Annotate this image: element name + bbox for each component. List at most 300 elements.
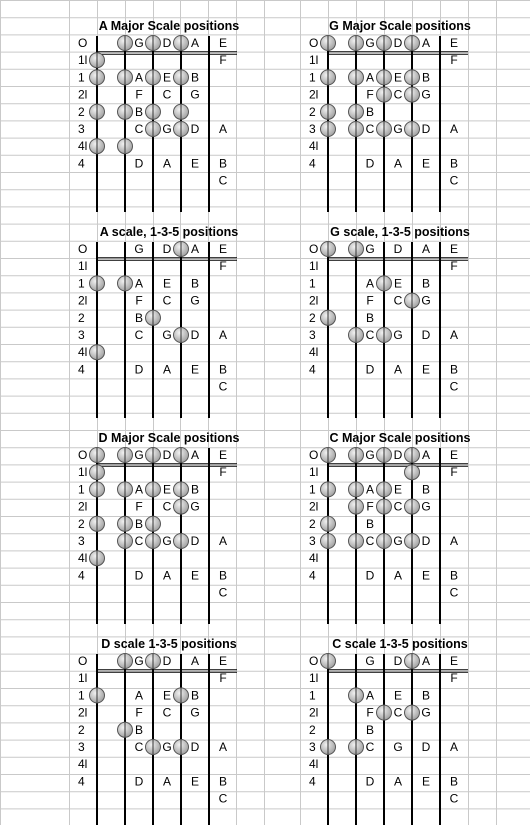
finger-dot-icon <box>321 104 336 119</box>
note-label: B <box>190 276 200 291</box>
note-label: E <box>421 156 431 171</box>
note-label: C <box>365 122 375 136</box>
finger-dot-icon <box>146 516 161 531</box>
note-label: C <box>162 705 172 720</box>
finger-dot-icon <box>377 534 392 549</box>
fret-label: 4 <box>78 568 85 583</box>
fret-label: 2l <box>78 87 88 102</box>
finger-dot-icon <box>349 482 364 497</box>
note-label: C <box>218 585 228 600</box>
finger-dot-icon <box>90 448 105 463</box>
finger-dot-icon <box>321 482 336 497</box>
note-label: D <box>190 328 200 342</box>
finger-dot-icon <box>349 534 364 549</box>
fret-label: 2l <box>78 499 88 514</box>
fret-label: 1l <box>309 259 319 274</box>
fret-label: 3 <box>309 122 316 136</box>
fret-label: 4l <box>78 551 88 566</box>
fretboard-diagram <box>309 225 470 418</box>
note-label: B <box>365 104 375 119</box>
finger-dot-icon <box>377 276 392 291</box>
note-label: C <box>218 379 228 394</box>
note-label: E <box>218 36 228 50</box>
fretboard-diagram <box>78 637 237 825</box>
note-label: A <box>162 774 172 789</box>
note-label: D <box>162 448 172 462</box>
diagram-title: C Major Scale positions <box>329 431 471 445</box>
note-label: B <box>190 70 200 85</box>
fret-label: 2 <box>78 516 85 531</box>
note-label: E <box>449 36 459 50</box>
note-label: C <box>393 705 403 720</box>
finger-dot-icon <box>405 705 420 720</box>
fret-label: 4 <box>78 156 85 171</box>
note-label: F <box>366 293 374 308</box>
note-label: E <box>162 70 172 85</box>
note-label: C <box>449 585 459 600</box>
note-label: G <box>162 328 172 342</box>
fret-label: 3 <box>309 534 316 548</box>
finger-dot-icon <box>146 70 161 85</box>
fretboard-diagram <box>309 431 471 624</box>
note-label: G <box>421 499 431 514</box>
fret-label: 1 <box>309 276 316 291</box>
note-label: F <box>450 671 458 686</box>
fret-label: O <box>78 242 88 256</box>
fret-label: 4 <box>309 774 316 789</box>
note-label: G <box>162 122 172 136</box>
fretboard-diagram <box>78 431 240 624</box>
note-label: A <box>365 70 375 85</box>
fret-label: 4l <box>309 139 319 154</box>
note-label: B <box>365 310 375 325</box>
note-label: D <box>393 448 403 462</box>
fret-label: 1l <box>309 53 319 68</box>
finger-dot-icon <box>118 104 133 119</box>
finger-dot-icon <box>174 242 189 257</box>
fretboard-diagram <box>78 19 239 212</box>
note-label: D <box>421 740 431 754</box>
note-label: B <box>218 568 228 583</box>
finger-dot-icon <box>90 551 105 566</box>
fretboard-diagram <box>78 225 238 418</box>
finger-dot-icon <box>377 70 392 85</box>
note-label: B <box>134 516 144 531</box>
fret-label: 3 <box>78 122 85 136</box>
note-label: E <box>421 568 431 583</box>
note-label: F <box>450 53 458 68</box>
finger-dot-icon <box>118 516 133 531</box>
finger-dot-icon <box>146 122 161 137</box>
note-label: C <box>162 499 172 514</box>
fret-label: 1 <box>78 276 85 291</box>
note-label: D <box>421 534 431 548</box>
note-label: A <box>365 688 375 703</box>
finger-dot-icon <box>405 654 420 669</box>
note-label: A <box>162 568 172 583</box>
note-label: G <box>134 36 144 50</box>
note-label: E <box>449 242 459 256</box>
diagram-title: G scale, 1-3-5 positions <box>330 225 470 239</box>
fret-label: 4 <box>78 774 85 789</box>
note-label: B <box>365 516 375 531</box>
finger-dot-icon <box>349 448 364 463</box>
note-label: A <box>393 156 403 171</box>
fret-label: 3 <box>309 740 316 754</box>
fret-label: O <box>309 242 319 256</box>
fret-label: 4l <box>78 345 88 360</box>
note-label: A <box>421 448 431 462</box>
finger-dot-icon <box>405 122 420 137</box>
finger-dot-icon <box>118 722 133 737</box>
note-label: A <box>134 70 144 85</box>
finger-dot-icon <box>174 36 189 51</box>
finger-dot-icon <box>174 70 189 85</box>
fret-label: 2l <box>78 293 88 308</box>
note-label: D <box>365 568 375 583</box>
note-label: B <box>218 774 228 789</box>
finger-dot-icon <box>146 482 161 497</box>
note-label: G <box>162 740 172 754</box>
note-label: B <box>190 482 200 497</box>
fret-label: 1l <box>78 671 88 686</box>
note-label: D <box>365 774 375 789</box>
note-label: G <box>365 36 375 50</box>
finger-dot-icon <box>321 122 336 137</box>
finger-dot-icon <box>349 328 364 343</box>
fret-label: 4l <box>309 551 319 566</box>
note-label: E <box>190 362 200 377</box>
fret-label: 1l <box>78 53 88 68</box>
finger-dot-icon <box>174 740 189 755</box>
note-label: F <box>135 499 143 514</box>
finger-dot-icon <box>349 36 364 51</box>
finger-dot-icon <box>146 36 161 51</box>
finger-dot-icon <box>174 499 189 514</box>
note-label: A <box>134 482 144 497</box>
note-label: D <box>365 156 375 171</box>
note-label: A <box>190 448 200 462</box>
note-label: A <box>134 276 144 291</box>
fret-label: 4 <box>309 156 316 171</box>
finger-dot-icon <box>90 345 105 360</box>
note-label: B <box>421 70 431 85</box>
note-label: E <box>393 688 403 703</box>
note-label: B <box>449 774 459 789</box>
finger-dot-icon <box>377 328 392 343</box>
note-label: C <box>393 499 403 514</box>
note-label: C <box>365 534 375 548</box>
note-label: D <box>421 328 431 342</box>
note-label: A <box>393 774 403 789</box>
note-label: C <box>449 791 459 806</box>
finger-dot-icon <box>118 276 133 291</box>
note-label: A <box>218 122 228 136</box>
note-label: F <box>450 259 458 274</box>
note-label: A <box>449 534 459 548</box>
finger-dot-icon <box>321 654 336 669</box>
diagram-title: A scale, 1-3-5 positions <box>99 225 239 239</box>
finger-dot-icon <box>174 688 189 703</box>
finger-dot-icon <box>174 482 189 497</box>
note-label: F <box>135 87 143 102</box>
finger-dot-icon <box>349 688 364 703</box>
finger-dot-icon <box>118 448 133 463</box>
note-label: A <box>218 328 228 342</box>
finger-dot-icon <box>321 36 336 51</box>
note-label: D <box>134 568 144 583</box>
finger-dot-icon <box>146 740 161 755</box>
note-label: C <box>218 791 228 806</box>
fret-label: 1l <box>78 465 88 480</box>
note-label: G <box>190 705 200 720</box>
fret-label: 2 <box>309 104 316 119</box>
finger-dot-icon <box>90 139 105 154</box>
note-label: E <box>162 482 172 497</box>
finger-dot-icon <box>118 654 133 669</box>
note-label: D <box>393 242 403 256</box>
note-label: A <box>421 36 431 50</box>
fret-label: 2 <box>309 310 316 325</box>
finger-dot-icon <box>90 276 105 291</box>
note-label: E <box>190 156 200 171</box>
note-label: A <box>449 740 459 754</box>
note-label: E <box>449 448 459 462</box>
fretboard-diagram <box>309 637 468 825</box>
note-label: B <box>449 362 459 377</box>
fret-label: O <box>309 36 319 50</box>
note-label: G <box>365 242 375 256</box>
note-label: F <box>366 87 374 102</box>
finger-dot-icon <box>405 448 420 463</box>
note-label: A <box>449 328 459 342</box>
fret-label: 2l <box>309 293 319 308</box>
note-label: G <box>134 448 144 462</box>
fret-label: O <box>78 654 88 668</box>
note-label: G <box>393 740 403 754</box>
finger-dot-icon <box>405 87 420 102</box>
note-label: G <box>421 705 431 720</box>
note-label: F <box>219 53 227 68</box>
diagram-title: D Major Scale positions <box>98 431 240 445</box>
finger-dot-icon <box>118 70 133 85</box>
note-label: G <box>134 654 144 668</box>
note-label: F <box>135 705 143 720</box>
note-label: F <box>450 465 458 480</box>
fret-label: O <box>309 654 319 668</box>
note-label: D <box>190 534 200 548</box>
fret-label: 4l <box>78 757 88 772</box>
note-label: D <box>393 36 403 50</box>
fret-label: O <box>78 448 88 462</box>
note-label: C <box>365 740 375 754</box>
finger-dot-icon <box>146 310 161 325</box>
note-label: A <box>421 654 431 668</box>
finger-dot-icon <box>321 242 336 257</box>
note-label: A <box>449 122 459 136</box>
fret-label: 4 <box>309 568 316 583</box>
note-label: B <box>134 722 144 737</box>
finger-dot-icon <box>405 293 420 308</box>
note-label: G <box>421 87 431 102</box>
note-label: D <box>162 36 172 50</box>
note-label: B <box>449 156 459 171</box>
finger-dot-icon <box>174 104 189 119</box>
note-label: A <box>218 740 228 754</box>
diagram-title: C scale 1-3-5 positions <box>332 637 468 651</box>
finger-dot-icon <box>174 448 189 463</box>
finger-dot-icon <box>349 740 364 755</box>
finger-dot-icon <box>146 654 161 669</box>
finger-dot-icon <box>118 482 133 497</box>
note-label: G <box>365 448 375 462</box>
fret-label: O <box>309 448 319 462</box>
finger-dot-icon <box>377 499 392 514</box>
finger-dot-icon <box>349 104 364 119</box>
note-label: D <box>421 122 431 136</box>
fret-label: 1 <box>309 70 316 85</box>
note-label: C <box>162 87 172 102</box>
fret-label: 2l <box>309 87 319 102</box>
fret-label: 2 <box>78 104 85 119</box>
note-label: F <box>135 293 143 308</box>
note-label: C <box>134 740 144 754</box>
finger-dot-icon <box>405 499 420 514</box>
finger-dot-icon <box>377 705 392 720</box>
finger-dot-icon <box>405 70 420 85</box>
note-label: C <box>393 87 403 102</box>
finger-dot-icon <box>174 328 189 343</box>
fret-label: 2 <box>78 722 85 737</box>
note-label: B <box>218 362 228 377</box>
note-label: B <box>134 104 144 119</box>
note-label: A <box>134 688 144 703</box>
finger-dot-icon <box>377 122 392 137</box>
diagram-title: A Major Scale positions <box>98 19 240 33</box>
finger-dot-icon <box>90 104 105 119</box>
finger-dot-icon <box>174 122 189 137</box>
note-label: D <box>162 242 172 256</box>
finger-dot-icon <box>349 122 364 137</box>
note-label: A <box>218 534 228 548</box>
note-label: B <box>218 156 228 171</box>
fretboard-diagram <box>309 19 471 212</box>
note-label: E <box>162 276 172 291</box>
note-label: D <box>365 362 375 377</box>
note-label: G <box>134 242 144 256</box>
note-label: A <box>421 242 431 256</box>
note-label: C <box>134 328 144 342</box>
note-label: A <box>393 362 403 377</box>
note-label: G <box>393 122 403 136</box>
finger-dot-icon <box>321 70 336 85</box>
note-label: C <box>449 379 459 394</box>
note-label: B <box>421 276 431 291</box>
fret-label: 2 <box>309 516 316 531</box>
note-label: E <box>190 774 200 789</box>
note-label: A <box>393 568 403 583</box>
fret-label: 1 <box>78 688 85 703</box>
fret-label: 1 <box>78 482 85 497</box>
note-label: B <box>365 722 375 737</box>
finger-dot-icon <box>405 36 420 51</box>
note-label: G <box>393 328 403 342</box>
finger-dot-icon <box>118 534 133 549</box>
fret-label: 1 <box>309 688 316 703</box>
note-label: B <box>449 568 459 583</box>
finger-dot-icon <box>349 70 364 85</box>
finger-dot-icon <box>118 139 133 154</box>
finger-dot-icon <box>146 448 161 463</box>
finger-dot-icon <box>405 534 420 549</box>
note-label: A <box>190 654 200 668</box>
finger-dot-icon <box>174 534 189 549</box>
fret-label: 2 <box>78 310 85 325</box>
note-label: A <box>365 482 375 497</box>
finger-dot-icon <box>321 310 336 325</box>
finger-dot-icon <box>146 104 161 119</box>
note-label: E <box>421 362 431 377</box>
finger-dot-icon <box>405 465 420 480</box>
note-label: E <box>218 242 228 256</box>
note-label: C <box>449 173 459 188</box>
fret-label: 2l <box>309 499 319 514</box>
note-label: G <box>190 499 200 514</box>
note-label: C <box>218 173 228 188</box>
fret-label: 2l <box>309 705 319 720</box>
note-label: G <box>393 534 403 548</box>
note-label: B <box>134 310 144 325</box>
fret-label: 4 <box>78 362 85 377</box>
note-label: D <box>393 654 403 668</box>
finger-dot-icon <box>90 70 105 85</box>
note-label: F <box>219 465 227 480</box>
finger-dot-icon <box>90 482 105 497</box>
note-label: B <box>421 688 431 703</box>
note-label: G <box>190 293 200 308</box>
note-label: F <box>366 499 374 514</box>
diagram-title: G Major Scale positions <box>329 19 471 33</box>
fret-label: 2 <box>309 722 316 737</box>
fret-label: 1l <box>309 465 319 480</box>
note-label: G <box>365 654 375 668</box>
note-label: G <box>162 534 172 548</box>
note-label: D <box>190 740 200 754</box>
note-label: F <box>366 705 374 720</box>
note-label: A <box>162 156 172 171</box>
note-label: E <box>393 482 403 497</box>
finger-dot-icon <box>349 499 364 514</box>
note-label: B <box>421 482 431 497</box>
finger-dot-icon <box>90 465 105 480</box>
fret-label: 3 <box>78 328 85 342</box>
note-label: E <box>218 448 228 462</box>
note-label: A <box>162 362 172 377</box>
fret-label: 4 <box>309 362 316 377</box>
finger-dot-icon <box>146 534 161 549</box>
note-label: E <box>190 568 200 583</box>
fret-label: 1l <box>309 671 319 686</box>
note-label: D <box>162 654 172 668</box>
fret-label: 3 <box>78 534 85 548</box>
note-label: A <box>190 36 200 50</box>
note-label: D <box>190 122 200 136</box>
note-label: E <box>393 276 403 291</box>
finger-dot-icon <box>377 36 392 51</box>
note-label: D <box>134 362 144 377</box>
note-label: C <box>393 293 403 308</box>
note-label: E <box>218 654 228 668</box>
